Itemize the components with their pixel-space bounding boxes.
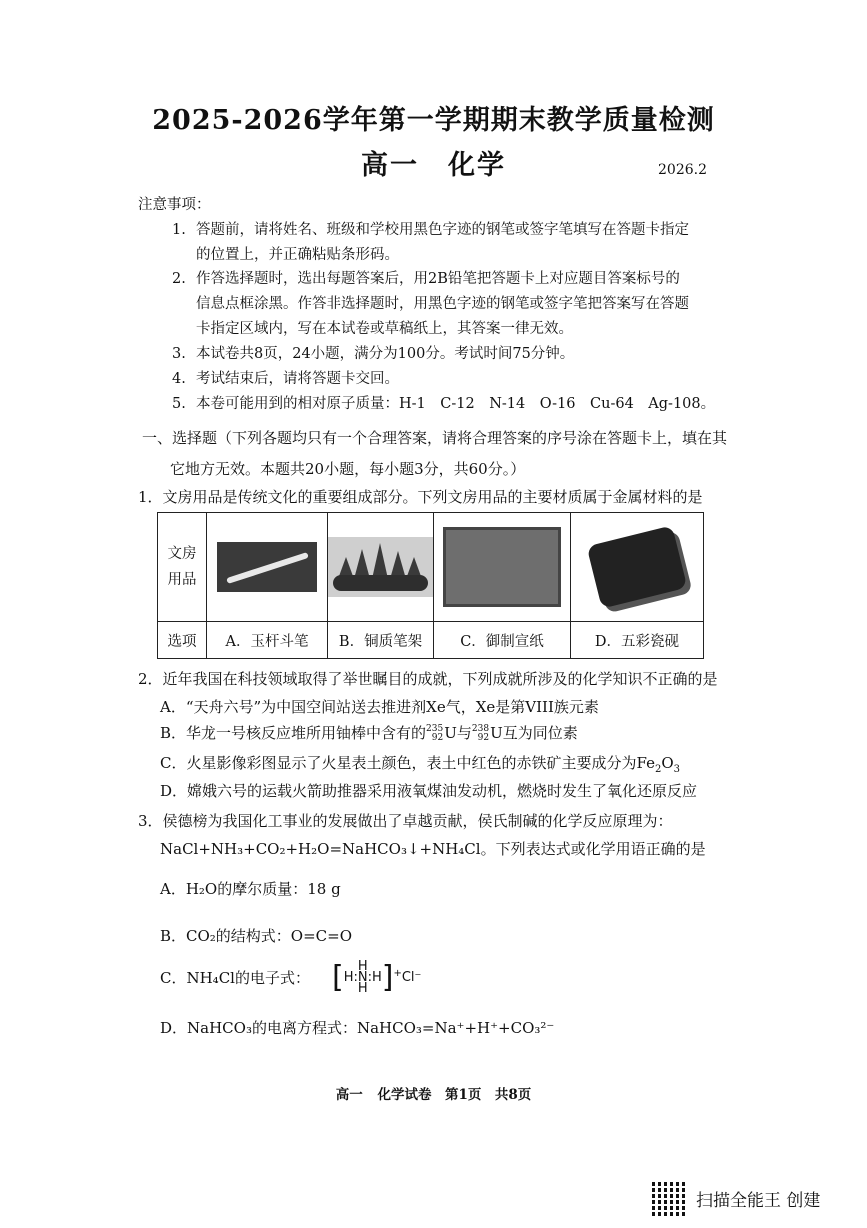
exam-title: 2025-2026学年第一学期期末教学质量检测: [152, 105, 715, 136]
question-2-option-d: D．嫦娥六号的运载火箭助推器采用液氧煤油发动机，燃烧时发生了氧化还原反应: [160, 782, 698, 800]
question-3-option-a: A．H₂O的摩尔质量：18 g: [160, 880, 341, 898]
nh4cl-electron-formula: [ H H:N:H H ]+Cl⁻: [331, 959, 422, 996]
option-c: C．御制宣纸: [434, 622, 571, 659]
option-text: C．NH₄Cl的电子式：: [160, 969, 310, 987]
notice-num: 4.: [172, 371, 186, 387]
option-text: B．华龙一号核反应堆所用铀棒中含有的: [160, 724, 427, 742]
option-b: B．铜质笔架: [328, 622, 434, 659]
isotope-u238: [472, 725, 489, 743]
scanner-text: 扫描全能王 创建: [696, 1190, 821, 1211]
atomic-number: 92: [477, 733, 490, 743]
question-3-equation: NaCl+NH₃+CO₂+H₂O=NaHCO₃↓+NH₄Cl。下列表达式或化学用语正确的是: [160, 840, 706, 858]
notice-text: 卡指定区域内，写在本试卷或草稿纸上，其答案一律无效。: [196, 321, 573, 337]
question-2-stem: 2．近年我国在科技领域取得了举世瞩目的成就，下列成就所涉及的化学知识不正确的是: [138, 670, 718, 688]
notice-num: 5.: [172, 396, 186, 412]
notice-item-1: [172, 218, 732, 268]
option-text: O: [661, 754, 674, 772]
image-cell-d: [571, 513, 704, 622]
notice-num: 2.: [172, 271, 186, 287]
question-1-stem: 1．文房用品是传统文化的重要组成部分。下列文房用品的主要材质属于金属材料的是: [138, 488, 703, 506]
mass-number: 238: [471, 724, 490, 734]
notice-heading: 注意事项：: [138, 197, 211, 213]
image-cell-c: [434, 513, 571, 622]
page-footer: 高一 化学试卷 第1页 共8页: [335, 1087, 532, 1103]
isotope-u235: [426, 725, 443, 743]
question-2-option-b: [160, 722, 760, 743]
option-d: D．五彩瓷砚: [571, 622, 704, 659]
question-3-option-d: D．NaHCO₃的电离方程式：NaHCO₃=Na⁺+H⁺+CO₃²⁻: [160, 1019, 555, 1037]
lewis-anion: Cl⁻: [401, 970, 422, 985]
inkstone-image: [587, 525, 688, 608]
atomic-number: 92: [431, 733, 444, 743]
subscript: 3: [673, 764, 681, 775]
question-3-option-c: [160, 960, 760, 1010]
subscript: 2: [654, 764, 662, 775]
bronze-brush-rack-image: [328, 537, 433, 597]
lewis-center: H:N:H: [343, 970, 382, 985]
notice-item-4: [172, 367, 732, 392]
notice-item-5: [172, 392, 772, 417]
exam-date: 2026.2: [658, 162, 707, 178]
notice-num: 3.: [172, 346, 186, 362]
question-2-option-a: A．“天舟六号”为中国空间站送去推进剂Xe气，Xe是第VIII族元素: [160, 698, 599, 716]
question-3-stem: 3．侯德榜为我国化工事业的发展做出了卓越贡献，侯氏制碱的化学反应原理为：: [138, 812, 673, 830]
section-heading: [142, 423, 742, 485]
notice-item-3: [172, 342, 732, 367]
jade-brush-image: [217, 542, 317, 592]
option-text: C．火星影像彩图显示了火星表土颜色，表土中红色的赤铁矿主要成分为Fe: [160, 754, 655, 772]
row-header-text: 文房用品: [167, 546, 197, 588]
qr-code-icon: [652, 1180, 688, 1216]
notice-text: 考试结束后，请将答题卡交回。: [196, 371, 399, 387]
notice-item-2: [172, 267, 732, 342]
xuan-paper-image: [443, 527, 561, 607]
mass-number: 235: [426, 724, 444, 734]
stationery-table: [157, 512, 704, 659]
image-cell-a: [207, 513, 328, 622]
option-text: U与: [444, 724, 472, 742]
row-header-items: [158, 513, 207, 622]
notice-text: 作答选择题时，选出每题答案后，用2B铅笔把答题卡上对应题目答案标号的: [196, 271, 680, 287]
notice-num: 1.: [172, 222, 186, 238]
exam-subject: 高一 化学: [361, 150, 506, 181]
option-text: U互为同位素: [490, 724, 578, 742]
row-header-options: 选项: [158, 622, 207, 659]
section-line: 一、选择题（下列各题均只有一个合理答案，请将合理答案的序号涂在答题卡上，填在其: [142, 429, 728, 447]
question-2-option-c: [160, 752, 760, 775]
notice-text: 本试卷共8页，24小题，满分为100分。考试时间75分钟。: [196, 346, 575, 362]
lewis-charge: +: [393, 968, 402, 979]
question-3-option-b: B．CO₂的结构式：O=C=O: [160, 927, 353, 945]
scanner-watermark: [652, 1180, 820, 1216]
notice-text: 本卷可能用到的相对原子质量：H-1 C-12 N-14 O-16 Cu-64 Ag-108。: [196, 396, 716, 412]
notice-text: 的位置上，并正确粘贴条形码。: [196, 247, 399, 263]
section-line: 它地方无效。本题共20小题，每小题3分，共60分。）: [170, 460, 526, 478]
lewis-h-top: H: [357, 959, 368, 974]
option-a: A．玉杆斗笔: [207, 622, 328, 659]
notice-text: 答题前，请将姓名、班级和学校用黑色字迹的钢笔或签字笔填写在答题卡指定: [196, 222, 689, 238]
lewis-h-bottom: H: [357, 981, 368, 996]
image-cell-b: [328, 513, 434, 622]
notice-text: 信息点框涂黑。作答非选择题时，用黑色字迹的钢笔或签字笔把答案写在答题: [196, 296, 689, 312]
